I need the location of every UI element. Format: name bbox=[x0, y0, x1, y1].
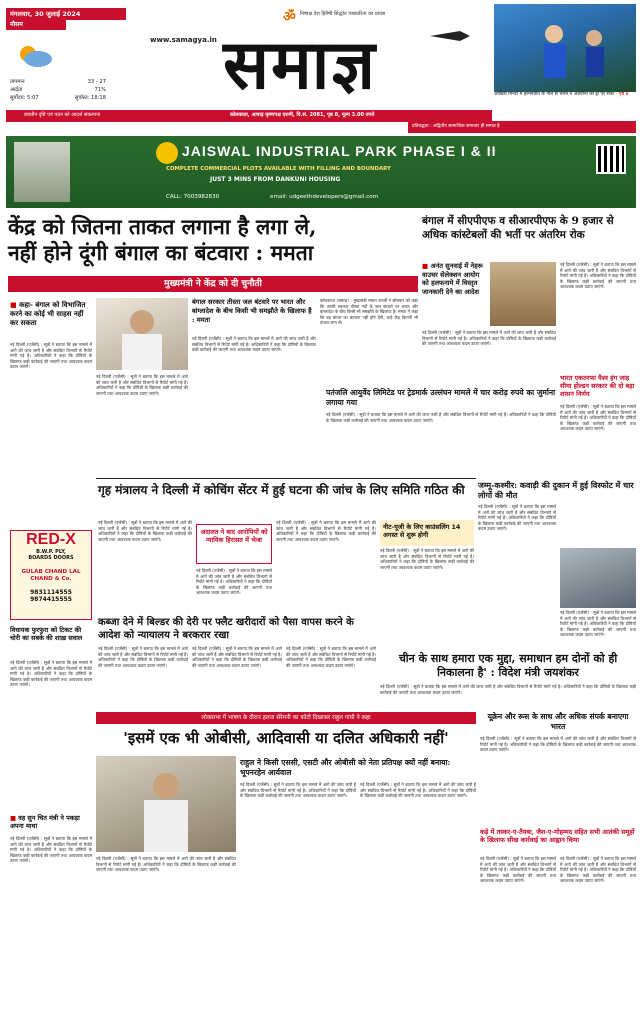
newspaper-title: समाज्ञ bbox=[223, 25, 377, 105]
weather-table: तापमान 33 - 27 आर्द्रता 71% सूर्योदय: 5:07 सूर्यास्त: 18:18 bbox=[10, 79, 106, 101]
ad-call: CALL: 7003982830 bbox=[166, 194, 220, 200]
right-headline-2: ■ अनंत सुनवाई में नेहरू वाउचर सेलेक्शन आयोग को हलफनामे में विस्तृत जानकारी देने का आदेश bbox=[422, 262, 483, 296]
court-photo bbox=[490, 262, 556, 326]
mid-body-6: नई दिल्ली (एजेंसी) : सूत्रों ने बताया कि इस मामले में आगे की जांच जारी है और संबंधित विभागों से रिपोर्ट मांगी गई है। अधिकारियों ने कहा कि दोषियों के खिलाफ कड़ी कार्रवाई की जाएगी तथा आवश्यक कदम उठाए जाएंगे। bbox=[192, 646, 282, 668]
ad-line2: JUST 3 MINS FROM DANKUNI HOUSING bbox=[210, 176, 341, 183]
lead-headline-1: केंद्र को जितना ताकत लगाना है लगा ले, bbox=[8, 214, 317, 239]
bottom-body-3: नई दिल्ली (एजेंसी) : सूत्रों ने बताया कि इस मामले में आगे की जांच जारी है और संबंधित विभागों से रिपोर्ट मांगी गई है। अधिकारियों ने कहा कि दोषियों के खिलाफ कड़ी कार्रवाई की जाएगी तथा आवश्यक कदम उठाए जाएंगे। bbox=[96, 856, 236, 873]
right-body-9: नई दिल्ली (एजेंसी) : सूत्रों ने बताया कि इस मामले में आगे की जांच जारी है और संबंधित विभागों से रिपोर्ट मांगी गई है। अधिकारियों ने कहा कि दोषियों के खिलाफ कड़ी कार्रवाई की जाएगी तथा आवश्यक कदम उठाए जाएंगे। bbox=[480, 856, 556, 884]
ad-logo-icon bbox=[156, 142, 178, 164]
bottom-body-1: नई दिल्ली (एजेंसी) : सूत्रों ने बताया कि इस मामले में आगे की जांच जारी है और संबंधित विभागों से रिपोर्ट मांगी गई है। अधिकारियों ने कहा कि दोषियों के खिलाफ कड़ी कार्रवाई की जाएगी तथा आवश्यक कदम उठाए जाएंगे। bbox=[240, 782, 356, 799]
mid-body-2: नई दिल्ली (एजेंसी) : सूत्रों ने बताया कि इस मामले में आगे की जांच जारी है और संबंधित विभागों से रिपोर्ट मांगी गई है। अधिकारियों ने कहा कि दोषियों के खिलाफ कड़ी कार्रवाई की जाएगी तथा आवश्यक कदम उठाए जाएंगे। bbox=[196, 568, 272, 596]
lead-body-2: कोलकाता (समाज्ञ) : मुख्यमंत्री ममता बनर्जी ने सोमवार को कहा कि उनकी सरकार तीस्ता नदी के जल बंटवारे पर भारत और बांग्लादेश के बीच किसी भी समझौते के खिलाफ है। ममता ने कहा कि वह बंगाल का बंटवारा नहीं होने देंगी, चाहे केंद्र कितनी भी ताकत लगा ले। bbox=[320, 298, 418, 326]
left-headline-2: विधायक फुरफुरा को टिकट की चोरी का सबके की शाख़ सवाल bbox=[10, 626, 83, 642]
redx-line1: B.W.P. PLY, bbox=[36, 549, 66, 555]
mid-body-5: नई दिल्ली (एजेंसी) : सूत्रों ने बताया कि इस मामले में आगे की जांच जारी है और संबंधित विभागों से रिपोर्ट मांगी गई है। अधिकारियों ने कहा कि दोषियों के खिलाफ कड़ी कार्रवाई की जाएगी तथा आवश्यक कदम उठाए जाएंगे। bbox=[98, 646, 188, 668]
lead-body: नई दिल्ली (एजेंसी) : सूत्रों ने बताया कि इस मामले में आगे की जांच जारी है और संबंधित विभागों से रिपोर्ट मांगी गई है। अधिकारियों ने कहा कि दोषियों के खिलाफ कड़ी कार्रवाई की जाएगी तथा आवश्यक कदम उठाए जाएंगे। bbox=[192, 336, 316, 353]
qr-code bbox=[596, 144, 626, 174]
right-headline-1: बंगाल में सीएपीएफ व सीआरपीएफ के 9 हजार से अधिक कांस्टेबलों की भर्ती पर अंतरिम रोक bbox=[422, 215, 614, 241]
redx-brand: RED-X bbox=[26, 531, 76, 548]
bottom-headline: 'इसमें एक भी ओबीसी, आदिवासी या दलित अधिकारी नहीं' bbox=[123, 729, 449, 747]
date-box: मंगलवार, 30 जुलाई 2024 bbox=[6, 8, 126, 20]
lead-body-3: नई दिल्ली (एजेंसी) : सूत्रों ने बताया कि इस मामले में आगे की जांच जारी है और संबंधित विभागों से रिपोर्ट मांगी गई है। अधिकारियों ने कहा कि दोषियों के खिलाफ कड़ी कार्रवाई की जाएगी तथा आवश्यक कदम उठाए जाएंगे। bbox=[96, 374, 188, 396]
mid-body-3: नई दिल्ली (एजेंसी) : सूत्रों ने बताया कि इस मामले में आगे की जांच जारी है और संबंधित विभागों से रिपोर्ट मांगी गई है। अधिकारियों ने कहा कि दोषियों के खिलाफ कड़ी कार्रवाई की जाएगी तथा आवश्यक कदम उठाए जाएंगे। bbox=[276, 520, 376, 542]
edge-text: प्रतिबद्धता : अद्वितीय सामाजिक समाचार ही समाज्ञ है bbox=[408, 121, 636, 133]
issue-info: कोलकाता, आषाढ़ कृष्णपक्ष दशमी, वि.सं. 2081, पृष्ठ 8, मूल्य 3.00 रुपये bbox=[230, 112, 375, 118]
right-body-8: नई दिल्ली (एजेंसी) : सूत्रों ने बताया कि इस मामले में आगे की जांच जारी है और संबंधित विभागों से रिपोर्ट मांगी गई है। अधिकारियों ने कहा कि दोषियों के खिलाफ कड़ी कार्रवाई की जाएगी तथा आवश्यक कदम उठाए जाएंगे। bbox=[480, 736, 636, 753]
color-registration-marks bbox=[8, 1000, 108, 1006]
right-headline-7: यूक्रेन और रूस के साथ और अधिक संपर्क बनाएगा भारत bbox=[487, 712, 629, 731]
left-body-3: नई दिल्ली (एजेंसी) : सूत्रों ने बताया कि इस मामले में आगे की जांच जारी है और संबंधित विभागों से रिपोर्ट मांगी गई है। अधिकारियों ने कहा कि दोषियों के खिलाफ कड़ी कार्रवाई की जाएगी तथा आवश्यक कदम उठाए जाएंगे। bbox=[10, 836, 92, 864]
right-headline-3: भारत एकतरफा वैश्व हंग जाह सीमा होल्डन सरकार की दो बड़ा शासन निर्णय bbox=[560, 374, 635, 398]
rahul-photo bbox=[96, 756, 236, 852]
site-url[interactable]: www.samagya.in bbox=[150, 36, 217, 44]
left-body-1: नई दिल्ली (एजेंसी) : सूत्रों ने बताया कि इस मामले में आगे की जांच जारी है और संबंधित विभागों से रिपोर्ट मांगी गई है। अधिकारियों ने कहा कि दोषियों के खिलाफ कड़ी कार्रवाई की जाएगी तथा आवश्यक कदम उठाए जाएंगे। bbox=[10, 342, 92, 370]
redx-phone1: 9831114555 bbox=[30, 589, 72, 596]
redx-ad[interactable] bbox=[10, 530, 92, 620]
mid-headline-1: गृह मंत्रालय ने दिल्ली में कोचिंग सेंटर में हुई घटना की जांच के लिए समिति गठित की bbox=[98, 483, 465, 497]
right-body-6: नई दिल्ली (एजेंसी) : सूत्रों ने बताया कि इस मामले में आगे की जांच जारी है और संबंधित विभागों से रिपोर्ट मांगी गई है। अधिकारियों ने कहा कि दोषियों के खिलाफ कड़ी कार्रवाई की जाएगी तथा आवश्यक कदम उठाए जाएंगे। bbox=[560, 610, 636, 638]
ad-line1: COMPLETE COMMERCIAL PLOTS AVAILABLE WITH FILLING AND BOUNDARY bbox=[166, 166, 391, 172]
redx-phone2: 9874415555 bbox=[30, 596, 72, 603]
ad-title: JAISWAL INDUSTRIAL PARK PHASE I & II bbox=[182, 143, 497, 159]
right-body-10: नई दिल्ली (एजेंसी) : सूत्रों ने बताया कि इस मामले में आगे की जांच जारी है और संबंधित विभागों से रिपोर्ट मांगी गई है। अधिकारियों ने कहा कि दोषियों के खिलाफ कड़ी कार्रवाई की जाएगी तथा आवश्यक कदम उठाए जाएंगे। bbox=[560, 856, 636, 884]
building-image bbox=[14, 142, 70, 202]
right-body-1: नई दिल्ली (एजेंसी) : सूत्रों ने बताया कि इस मामले में आगे की जांच जारी है और संबंधित विभागों से रिपोर्ट मांगी गई है। अधिकारियों ने कहा कि दोषियों के खिलाफ कड़ी कार्रवाई की जाएगी तथा आवश्यक कदम उठाए जाएंगे। bbox=[422, 330, 556, 347]
bottom-strip: लोकसभा में भाषण के दौरान हलवा सेरेमनी का फोटो दिखाकर राहुल गांधी ने कहा bbox=[96, 712, 476, 724]
kashmir-photo bbox=[560, 548, 636, 608]
right-body-5: नई दिल्ली (एजेंसी) : सूत्रों ने बताया कि इस मामले में आगे की जांच जारी है और संबंधित विभागों से रिपोर्ट मांगी गई है। अधिकारियों ने कहा कि दोषियों के खिलाफ कड़ी कार्रवाई की जाएगी तथा आवश्यक कदम उठाए जाएंगे। bbox=[478, 504, 556, 532]
court-box: अदालत ने बाद आरोपियों को न्यायिक हिरासत में भेजा bbox=[196, 524, 272, 564]
mamata-photo bbox=[96, 298, 188, 370]
ad-email: email: udgeethdevelopers@gmail.com bbox=[270, 194, 379, 200]
mid-body-7: नई दिल्ली (एजेंसी) : सूत्रों ने बताया कि इस मामले में आगे की जांच जारी है और संबंधित विभागों से रिपोर्ट मांगी गई है। अधिकारियों ने कहा कि दोषियों के खिलाफ कड़ी कार्रवाई की जाएगी तथा आवश्यक कदम उठाए जाएंगे। bbox=[286, 646, 376, 668]
masthead-slogan: निष्पक्ष देश हितैषी सिद्धांत पत्रकारिता का प्रयास bbox=[300, 11, 386, 17]
lead-headline-2: नहीं होने दूंगी बंगाल का बंटवारा : ममता bbox=[8, 240, 314, 265]
right-headline-8: कड़े में तस्कर-ए-तैयबा, जैश-ए-मोहम्मद सहित सभी आतंकी समूहों के खिलाफ सीख कार्रवाई का आह्वान किया bbox=[480, 828, 635, 845]
bottom-body-2: नई दिल्ली (एजेंसी) : सूत्रों ने बताया कि इस मामले में आगे की जांच जारी है और संबंधित विभागों से रिपोर्ट मांगी गई है। अधिकारियों ने कहा कि दोषियों के खिलाफ कड़ी कार्रवाई की जाएगी तथा आवश्यक कदम उठाए जाएंगे। bbox=[360, 782, 476, 799]
left-headline-1: ■ कहा- बंगाल को विभाजित करने का कोई भी साहस नहीं कर सकता bbox=[10, 300, 86, 327]
neet-box: नीट-यूजी के लिए काउंसलिंग 14 अगस्त से शुरू होगी bbox=[380, 520, 474, 546]
om-logo: ॐ bbox=[283, 9, 296, 25]
weather-label: मौसम bbox=[6, 20, 66, 30]
redx-line3: GULAB CHAND LAL CHAND & Co. bbox=[21, 569, 81, 582]
lead-strap: मुख्यमंत्री ने केंद्र को दी चुनौती bbox=[8, 276, 418, 292]
mid-body-1: नई दिल्ली (एजेंसी) : सूत्रों ने बताया कि इस मामले में आगे की जांच जारी है और संबंधित विभागों से रिपोर्ट मांगी गई है। अधिकारियों ने कहा कि दोषियों के खिलाफ कड़ी कार्रवाई की जाएगी तथा आवश्यक कदम उठाए जाएंगे। bbox=[98, 520, 192, 542]
weather-icon bbox=[12, 40, 58, 70]
right-body-4: नई दिल्ली (एजेंसी) : सूत्रों ने बताया कि इस मामले में आगे की जांच जारी है और संबंधित विभागों से रिपोर्ट मांगी गई है। अधिकारियों ने कहा कि दोषियों के खिलाफ कड़ी कार्रवाई की जाएगी तथा आवश्यक कदम उठाए जाएंगे। bbox=[326, 412, 556, 423]
left-body-2: नई दिल्ली (एजेंसी) : सूत्रों ने बताया कि इस मामले में आगे की जांच जारी है और संबंधित विभागों से रिपोर्ट मांगी गई है। अधिकारियों ने कहा कि दोषियों के खिलाफ कड़ी कार्रवाई की जाएगी तथा आवश्यक कदम उठाए जाएंगे। bbox=[10, 660, 92, 688]
left-headline-3: ■ वह सुन चित मंत्री ने पकड़ा अपना माथा bbox=[10, 814, 80, 830]
lead-subhead: बंगाल सरकार तीस्ता जल बंटवारे पर भारत और बांग्लादेश के बीच किसी भी समझौते के खिलाफ है : ममता bbox=[192, 298, 312, 324]
sport-photo bbox=[494, 4, 636, 92]
pen-icon bbox=[430, 28, 470, 42]
mid-divider bbox=[96, 478, 476, 479]
redx-line2: BOARDS DOORS bbox=[28, 555, 74, 561]
sport-caption: आखिरी मिनटों में हरमनप्रीत के गोल से भारत ने अर्जेंटीना को ड्रा पर रोका - पृष्ठ 8 bbox=[494, 92, 629, 97]
mid-body-4: नई दिल्ली (एजेंसी) : सूत्रों ने बताया कि इस मामले में आगे की जांच जारी है और संबंधित विभागों से रिपोर्ट मांगी गई है। अधिकारियों ने कहा कि दोषियों के खिलाफ कड़ी कार्रवाई की जाएगी तथा आवश्यक कदम उठाए जाएंगे। bbox=[380, 548, 474, 570]
right-headline-4: पतंजलि आयुर्वेद लिमिटेड पर ट्रेडमार्क उल्लंघन मामले में चार करोड़ रुपये का जुर्माना लगाया गया bbox=[326, 388, 556, 407]
bottom-subhead: राहुल ने किसी एससी, एसटी और ओबीसी को नेता प्रतिपक्ष क्यों नहीं बनाया: भूपनरहेन आर्यवाल bbox=[240, 758, 451, 777]
right-headline-6: चीन के साथ हमारा एक मुद्दा, समाधान हम दोनों को ही निकालना है' : विदेश मंत्री जयशंकर bbox=[398, 652, 618, 679]
right-body-7: नई दिल्ली (एजेंसी) : सूत्रों ने बताया कि इस मामले में आगे की जांच जारी है और संबंधित विभागों से रिपोर्ट मांगी गई है। अधिकारियों ने कहा कि दोषियों के खिलाफ कड़ी कार्रवाई की जाएगी तथा आवश्यक कदम उठाए जाएंगे। bbox=[380, 684, 636, 695]
mid-headline-2: कब्जा देने में बिल्डर की देरी पर फ्लैट खरीदारों को पैसा वापस करने के आदेश को न्यायालय ने बरकरार रखा bbox=[98, 617, 354, 641]
right-body-2: नई दिल्ली (एजेंसी) : सूत्रों ने बताया कि इस मामले में आगे की जांच जारी है और संबंधित विभागों से रिपोर्ट मांगी गई है। अधिकारियों ने कहा कि दोषियों के खिलाफ कड़ी कार्रवाई की जाएगी तथा आवश्यक कदम उठाए जाएंगे। bbox=[560, 262, 636, 290]
right-headline-5: जम्मू-कश्मीर: कवाड़ी की दुकान में हुई विस्फोट में चार लोगों की मौत bbox=[478, 480, 634, 500]
right-body-3: नई दिल्ली (एजेंसी) : सूत्रों ने बताया कि इस मामले में आगे की जांच जारी है और संबंधित विभागों से रिपोर्ट मांगी गई है। अधिकारियों ने कहा कि दोषियों के खिलाफ कड़ी कार्रवाई की जाएगी तथा आवश्यक कदम उठाए जाएंगे। bbox=[560, 404, 636, 432]
jaiswal-ad-banner[interactable] bbox=[6, 136, 636, 208]
tagline-text: स्वाधीन दृष्टि एवं पठन को आदर्श संकल्पना bbox=[24, 112, 101, 118]
